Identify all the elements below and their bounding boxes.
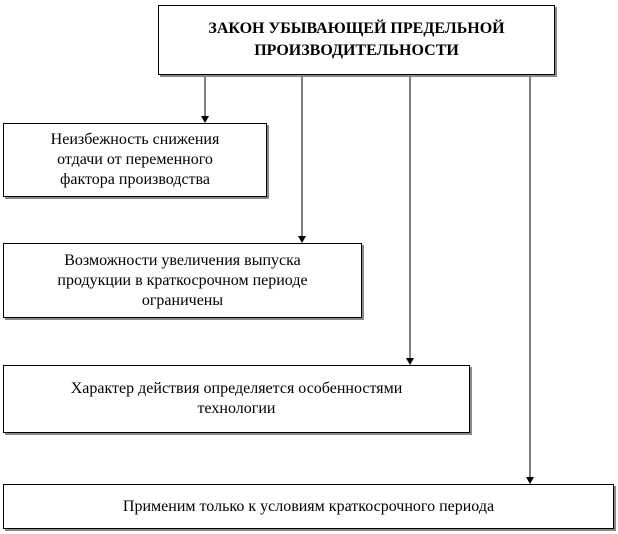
item-box-3 [3,365,470,433]
arrow-2-head [298,236,306,243]
item-box-4 [3,484,614,529]
item-box-1 [3,123,267,197]
arrow-3-head [406,358,414,365]
arrow-4-head [526,477,534,484]
item-text-4: Применим только к условиям краткосрочного периода [122,497,495,515]
item-text-2: Возможности увеличения выпуска продукции в краткосрочном периоде ограничены [57,251,308,309]
arrow-1-head [201,116,209,123]
item-box-2 [3,243,362,318]
diagram-title-box [158,5,555,75]
item-text-3: Характер действия определяется особенностями технологии [70,380,403,417]
item-text-1: Неизбежность снижения отдачи от переменного фактора производства [50,131,220,188]
diagram-title: ЗАКОН УБЫВАЮЩЕЙ ПРЕДЕЛЬНОЙ ПРОИЗВОДИТЕЛЬНОСТИ [208,20,505,59]
